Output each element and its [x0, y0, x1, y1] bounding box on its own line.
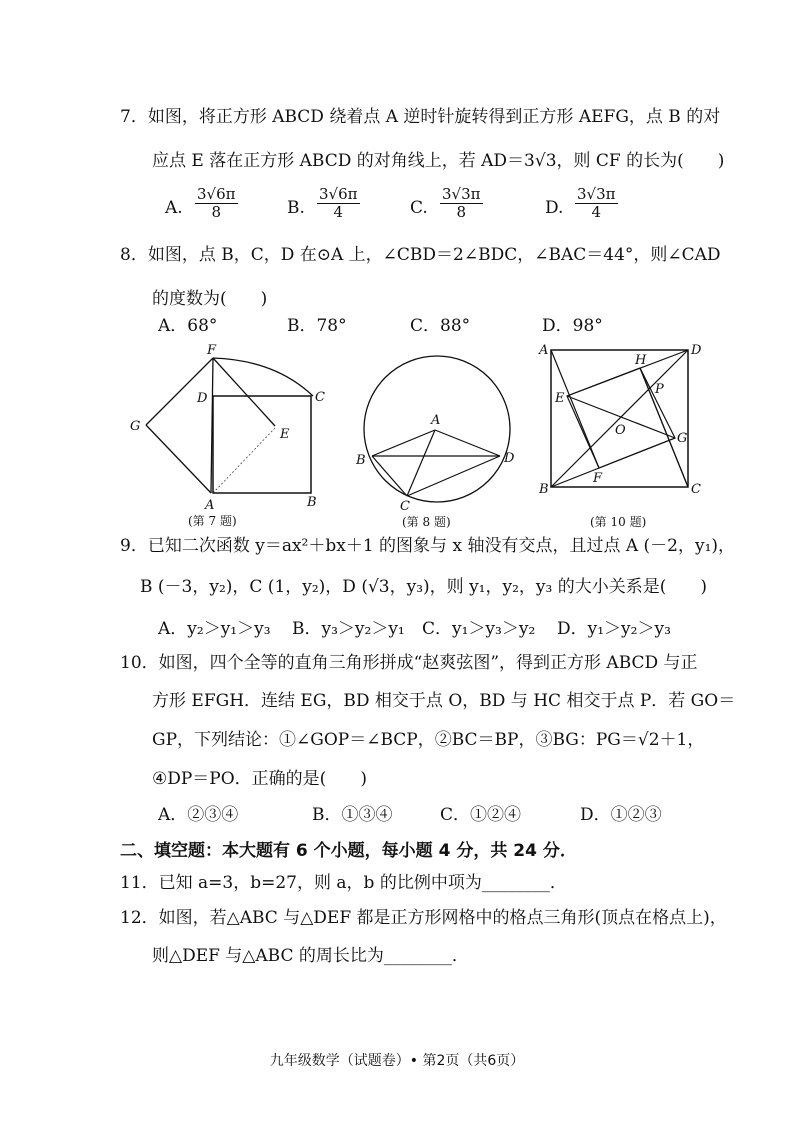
q9-line1: 9．已知二次函数 y＝ax²＋bx＋1 的图象与 x 轴没有交点，且过点 A (－2，y₁)， — [120, 536, 736, 556]
fig8-caption: (第 8 题) — [402, 515, 451, 529]
q10-option-d: D．①②③ — [580, 805, 662, 825]
fig8-circle — [364, 356, 510, 502]
fig10-label-h: H — [635, 353, 647, 368]
fig10-label-e: E — [555, 391, 565, 406]
fig8-label-c: C — [400, 499, 410, 514]
figure-7 — [125, 338, 325, 518]
figure-8 — [350, 342, 525, 517]
fig7-label-e: E — [280, 427, 290, 442]
q8-option-b: B．78° — [287, 316, 347, 336]
section2-heading: 二、填空题：本大题有 6 个小题，每小题 4 分，共 24 分． — [120, 841, 577, 861]
q10-line1: 10．如图，四个全等的直角三角形拼成“赵爽弦图”，得到正方形 ABCD 与正 — [120, 653, 698, 673]
page-footer: 九年级数学（试题卷）• 第2页（共6页） — [269, 1053, 525, 1069]
q7-option-c-fraction — [440, 186, 483, 221]
q7-option-a-denominator: 8 — [211, 203, 222, 221]
q10-line2: 方形 EFGH．连结 EG，BD 相交于点 O，BD 与 HC 相交于点 P．若 GO＝ — [152, 691, 736, 711]
fig8-label-a: A — [431, 413, 441, 428]
fig10-label-g: G — [677, 431, 688, 446]
fig7-label-f: F — [207, 343, 217, 358]
fig7-square-abcd — [213, 396, 311, 493]
fig8-segment-ad — [435, 430, 500, 456]
q10-line4: ④DP＝PO．正确的是( ) — [152, 769, 367, 789]
q7-option-a-numerator: 3√6π — [197, 185, 236, 203]
q7-option-b-denominator: 4 — [333, 203, 344, 221]
q10-line3: GP，下列结论：①∠GOP＝∠BCP，②BC＝BP，③BG：PG＝√2＋1， — [152, 730, 705, 750]
q12-line1: 12．如图，若△ABC 与△DEF 都是正方形网格中的格点三角形(顶点在格点上)， — [120, 908, 727, 928]
fig10-line-bd — [551, 350, 688, 487]
fig7-label-d: D — [197, 391, 208, 406]
fig10-label-b: B — [539, 482, 549, 497]
q7-option-b-fraction — [317, 186, 360, 221]
q9-option-b: B．y₃＞y₂＞y₁ — [292, 619, 405, 639]
fig8-label-b: B — [356, 453, 366, 468]
fig10-label-p: P — [655, 382, 664, 397]
fig10-label-c: C — [691, 482, 701, 497]
fig10-label-o: O — [615, 423, 626, 438]
q7-line2: 应点 E 落在正方形 ABCD 的对角线上，若 AD＝3√3，则 CF 的长为( ) — [152, 151, 725, 171]
q9-option-a: A．y₂＞y₁＞y₃ — [158, 619, 271, 639]
q8-line1: 8．如图，点 B，C，D 在⊙A 上，∠CBD＝2∠BDC，∠BAC＝44°，则∠CAD — [120, 245, 721, 265]
fig7-label-c: C — [315, 390, 325, 405]
q12-line2: 则△DEF 与△ABC 的周长比为________． — [152, 946, 469, 966]
fig7-caption: (第 7 题) — [188, 514, 237, 528]
q7-option-a-letter: A. — [165, 198, 183, 218]
q7-option-b-letter: B. — [287, 198, 305, 218]
fig8-label-d: D — [504, 451, 515, 466]
fig7-segment-ga — [146, 425, 211, 493]
q8-option-d: D．98° — [542, 316, 603, 336]
q7-option-c-denominator: 8 — [456, 203, 467, 221]
fig7-label-b: B — [307, 495, 317, 510]
q7-option-b-numerator: 3√6π — [319, 185, 358, 203]
fig7-label-a: A — [205, 498, 215, 513]
q7-option-d-letter: D. — [545, 198, 564, 218]
fig7-label-g: G — [130, 419, 141, 434]
fig7-diagonal-ac — [213, 428, 275, 493]
q7-option-d-denominator: 4 — [591, 203, 602, 221]
fig7-segment-fe — [213, 358, 275, 426]
q9-line2: B (－3，y₂)，C (1，y₂)，D (√3，y₃)，则 y₁，y₂，y₃ 的大小关系是( ) — [140, 577, 708, 597]
fig10-line-bf — [551, 438, 675, 487]
fig10-label-a: A — [539, 343, 549, 358]
q10-option-a: A．②③④ — [158, 805, 239, 825]
q10-option-c: C．①②④ — [440, 805, 522, 825]
fig10-caption: (第 10 题) — [590, 515, 647, 529]
q7-option-d-fraction — [575, 186, 618, 221]
q7-line1: 7．如图，将正方形 ABCD 绕着点 A 逆时针旋转得到正方形 AEFG，点 B 的对 — [120, 107, 721, 127]
fig10-label-d: D — [691, 343, 702, 358]
q9-option-d: D．y₁＞y₂＞y₃ — [557, 619, 671, 639]
q7-option-d-numerator: 3√3π — [577, 185, 616, 203]
figure-10 — [535, 338, 715, 508]
fig10-line-dh — [567, 350, 688, 396]
q7-option-c-letter: C. — [410, 198, 428, 218]
q8-option-a: A．68° — [158, 316, 218, 336]
q10-option-b: B．①③④ — [312, 805, 393, 825]
fig8-segment-bc — [372, 456, 407, 496]
fig7-arc — [213, 358, 313, 396]
q7-option-c-numerator: 3√3π — [442, 185, 481, 203]
q8-option-c: C．88° — [410, 316, 471, 336]
q8-line2: 的度数为( ) — [152, 289, 268, 309]
q7-option-a-fraction — [195, 186, 238, 221]
fig10-line-ae — [551, 350, 599, 468]
q9-option-c: C．y₁＞y₃＞y₂ — [422, 619, 536, 639]
fig10-label-f: F — [593, 471, 603, 486]
q11-line1: 11．已知 a=3，b=27，则 a，b 的比例中项为________． — [120, 873, 567, 893]
